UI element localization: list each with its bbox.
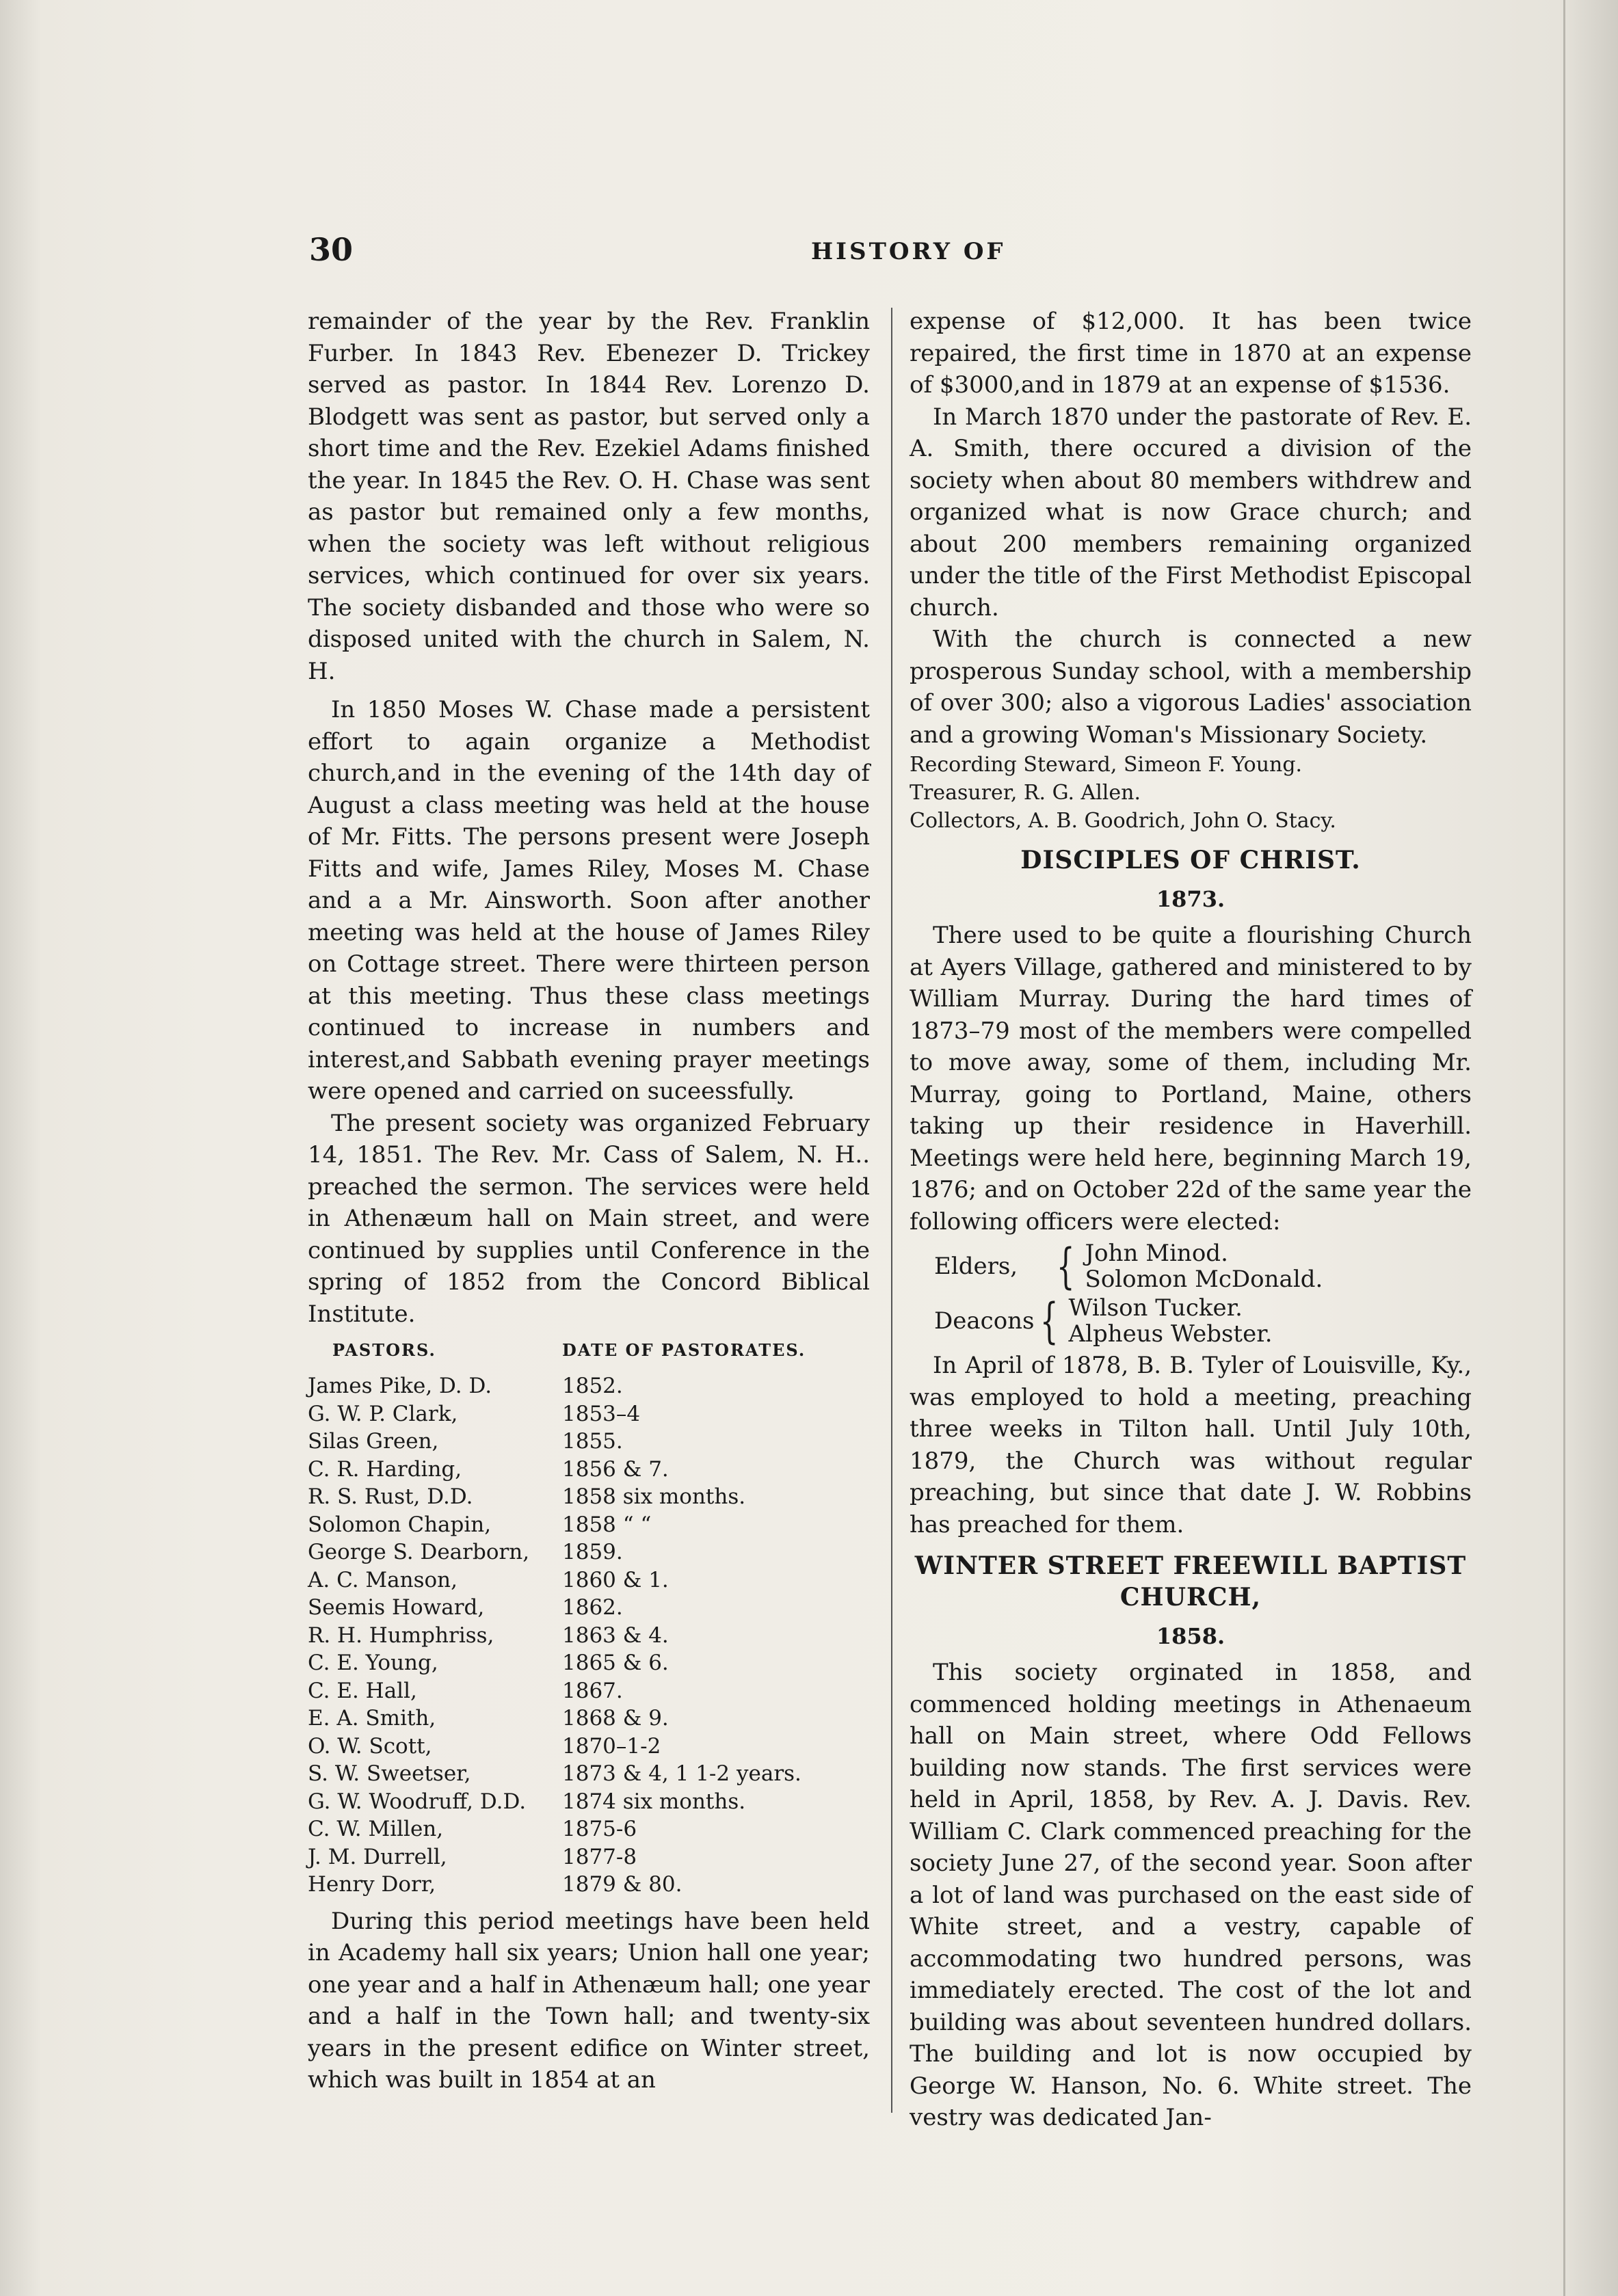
paragraph: remainder of the year by the Rev. Franklin Furber. In 1843 Rev. Ebenezer D. Trickey served as pastor. In 1844 Rev. Lorenzo D. Blodgett was sent as pastor, but served only a short time and the Rev. Ezekiel Adams finished the year. In 1845 the Rev. O. H. Chase was sent as pastor but remained only a few months, when the society was left without religious services, which continued for over six years. The society disbanded and those who were so disposed united with the church in Salem, N. H. xyxy=(308,308,870,685)
pastorate-date: 1852. xyxy=(562,1374,623,1398)
right-column xyxy=(910,306,1472,2134)
deacons-list xyxy=(910,1295,1472,1347)
pastor-name: C. R. Harding, xyxy=(308,1456,462,1482)
section-heading: DISCIPLES OF CHRIST. xyxy=(1020,846,1361,875)
pastor-name: Seemis Howard, xyxy=(308,1595,485,1620)
pastorate-date: 1863 & 4. xyxy=(562,1623,669,1648)
section-year: 1858. xyxy=(1156,1623,1225,1649)
elders-list xyxy=(910,1240,1472,1292)
pastorate-date: 1874 six months. xyxy=(562,1789,746,1814)
pastor-name: O. W. Scott, xyxy=(308,1733,432,1759)
pastorate-date: 1860 & 1. xyxy=(562,1567,669,1592)
pastor-row xyxy=(308,1815,868,1843)
paragraph: In April of 1878, B. B. Tyler of Louisville, Ky., was employed to hold a meeting, preaching three weeks in Tilton hall. Until July 10th, 1879, the Church was without regular preaching, but since that date J. W. Robbins has preached for them. xyxy=(910,1352,1472,1538)
paragraph: The present society was organized February 14, 1851. The Rev. Mr. Cass of Salem, N. H.. preached the sermon. The services were held in Athenæum hall on Main street, and were continued by supplies until Conference in the spring of 1852 from the Concord Biblical Institute. xyxy=(308,1109,870,1328)
elder-name: Solomon McDonald. xyxy=(1085,1266,1323,1293)
pastor-name: Solomon Chapin, xyxy=(308,1512,492,1537)
pastorate-date: 1879 & 80. xyxy=(562,1872,682,1897)
pastorate-date: 1877-8 xyxy=(562,1844,637,1869)
dates-column-header: DATE OF PASTORATES. xyxy=(562,1340,806,1360)
pastor-row xyxy=(308,1649,868,1677)
officer-line: Treasurer, R. G. Allen. xyxy=(910,781,1141,805)
pastor-name: G. W. P. Clark, xyxy=(308,1401,458,1426)
pastor-row xyxy=(308,1677,868,1705)
pastor-row xyxy=(308,1372,868,1400)
pastor-row xyxy=(308,1594,868,1622)
column-divider xyxy=(891,308,892,2113)
pastor-row xyxy=(308,1456,868,1484)
pastorate-date: 1867. xyxy=(562,1678,623,1703)
pastor-name: George S. Dearborn, xyxy=(308,1540,530,1564)
pastorate-date: 1862. xyxy=(562,1595,623,1620)
binding-edge xyxy=(1563,0,1565,2296)
pastor-row xyxy=(308,1400,868,1428)
pastorate-date: 1870–1-2 xyxy=(562,1733,661,1759)
pastor-name: A. C. Manson, xyxy=(308,1567,457,1592)
pastor-name: C. E. Hall, xyxy=(308,1678,417,1703)
pastor-name: E. A. Smith, xyxy=(308,1706,436,1731)
pastor-name: R. S. Rust, D.D. xyxy=(308,1484,473,1509)
pastorate-date: 1855. xyxy=(562,1429,623,1454)
deacon-name: Wilson Tucker. xyxy=(1068,1294,1243,1322)
officer-line: Recording Steward, Simeon F. Young. xyxy=(910,753,1303,777)
paragraph: This society orginated in 1858, and commenced holding meetings in Athenaeum hall on Main street, where Odd Fellows building now stands. The first services were held in April, 1858, by Rev. A. J. Davis. Rev. William C. Clark commenced preaching for the society June 27, of the second year. Soon after a lot of land was purchased on the east side of White street, and a vestry, capable of accommodating two hundred persons, was immediately erected. The cost of the lot and building was about seventeen hundred dollars. The building and lot is now occupied by George W. Hanson, No. 6. White street. The vestry was dedicated Jan- xyxy=(910,1659,1472,2131)
pastor-row xyxy=(308,1788,868,1816)
pastorate-date: 1858 “ “ xyxy=(562,1512,652,1537)
pastor-row xyxy=(308,1843,868,1871)
pastorate-date: 1858 six months. xyxy=(562,1484,746,1509)
pastor-row xyxy=(308,1538,868,1566)
pastorate-date: 1868 & 9. xyxy=(562,1706,669,1731)
pastor-row xyxy=(308,1622,868,1650)
pastor-name: S. W. Sweetser, xyxy=(308,1761,471,1786)
paragraph: In 1850 Moses W. Chase made a persistent effort to again organize a Methodist church,and in the evening of the 14th day of August a class meeting was held at the house of Mr. Fitts. The persons present were Joseph Fitts and wife, James Riley, Moses M. Chase and a a Mr. Ainsworth. Soon after another meeting was held at the house of James Riley on Cottage street. There were thirteen person at this meeting. Thus these class meetings continued to increase in numbers and interest,and Sabbath evening prayer meetings were opened and carried on suceessfully. xyxy=(308,696,870,1105)
pastor-row xyxy=(308,1871,868,1899)
elder-name: John Minod. xyxy=(1085,1240,1228,1267)
pastor-row xyxy=(308,1566,868,1594)
pastor-name: Silas Green, xyxy=(308,1429,439,1454)
pastors-column-header: PASTORS. xyxy=(332,1340,436,1360)
pastors-table-body xyxy=(308,1372,868,1899)
pastors-table xyxy=(308,1338,868,1899)
pastor-row xyxy=(308,1428,868,1456)
section-year: 1873. xyxy=(1156,886,1225,912)
pastor-name: R. H. Humphriss, xyxy=(308,1623,494,1648)
brace-glyph: { xyxy=(1039,1293,1059,1349)
page-header xyxy=(0,231,1618,279)
pastorate-date: 1873 & 4, 1 1-2 years. xyxy=(562,1761,801,1786)
pastor-name: James Pike, D. D. xyxy=(308,1374,492,1398)
pastor-name: J. M. Durrell, xyxy=(308,1844,447,1869)
pastorate-date: 1856 & 7. xyxy=(562,1456,669,1482)
officer-line: Collectors, A. B. Goodrich, John O. Stacy. xyxy=(910,809,1336,833)
pastorate-date: 1865 & 6. xyxy=(562,1651,669,1675)
left-column xyxy=(308,306,870,2096)
paragraph: There used to be quite a flourishing Church at Ayers Village, gathered and ministered to by William Murray. During the hard times of 1873–79 most of the members were compelled to move away, some of them, including Mr. Murray, going to Portland, Maine, others taking up their residence in Haverhill. Meetings were held here, beginning March 19, 1876; and on October 22d of the same year the following officers were elected: xyxy=(910,922,1472,1236)
pastorate-date: 1853–4 xyxy=(562,1401,641,1426)
deacon-name: Alpheus Webster. xyxy=(1068,1320,1273,1348)
paragraph: With the church is connected a new prosperous Sunday school, with a membership of over 300; also a vigorous Ladies' association and a growing Woman's Missionary Society. xyxy=(910,626,1472,749)
pastorate-date: 1859. xyxy=(562,1540,623,1564)
pastor-row xyxy=(308,1705,868,1733)
pastor-row xyxy=(308,1760,868,1788)
running-title: HISTORY OF xyxy=(811,238,1006,265)
pastor-row xyxy=(308,1511,868,1539)
pastor-name: Henry Dorr, xyxy=(308,1872,436,1897)
brace-glyph: { xyxy=(1056,1238,1075,1294)
pastor-name: C. W. Millen, xyxy=(308,1817,444,1841)
pastor-row xyxy=(308,1733,868,1761)
section-heading: WINTER STREET FREEWILL BAPTIST CHURCH, xyxy=(914,1551,1467,1612)
paragraph: expense of $12,000. It has been twice repaired, the first time in 1870 at an expense of $3000,and in 1879 at an expense of $1536. xyxy=(910,308,1472,399)
pastor-name: G. W. Woodruff, D.D. xyxy=(308,1789,527,1814)
pastorate-date: 1875-6 xyxy=(562,1817,637,1841)
page-number: 30 xyxy=(309,231,354,268)
paragraph: In March 1870 under the pastorate of Rev. E. A. Smith, there occured a division of the society when about 80 members withdrew and organized what is now Grace church; and about 200 members remaining organized under the title of the First Methodist Episcopal church. xyxy=(910,403,1472,622)
pastor-row xyxy=(308,1483,868,1511)
deacons-label: Deacons xyxy=(934,1307,1035,1335)
pastor-name: C. E. Young, xyxy=(308,1651,438,1675)
paragraph: During this period meetings have been held in Academy hall six years; Union hall one year; one year and a half in Athenæum hall; one year and a half in the Town hall; and twenty-six years in the present edifice on Winter street, which was built in 1854 at an xyxy=(308,1907,870,2094)
elders-label: Elders, xyxy=(934,1252,1018,1280)
